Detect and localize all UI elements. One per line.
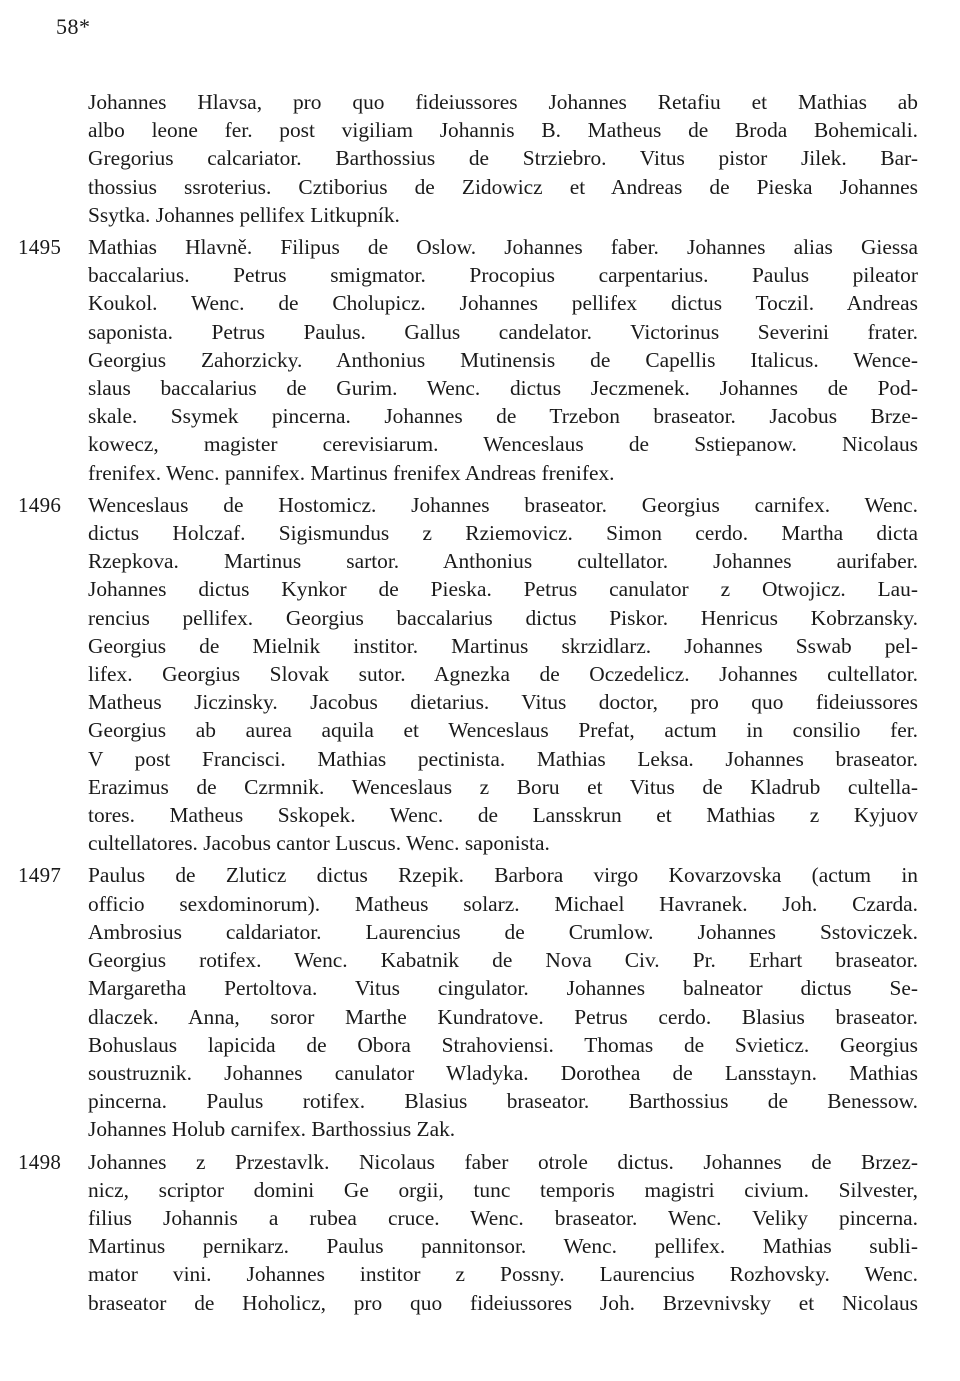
text-line: Matheus Jiczinsky. Jacobus dietarius. Vitus doctor, pro quo fideiussores (88, 690, 918, 715)
text-line: tores. Matheus Sskopek. Wenc. de Lansskrun et Mathias z Kyjuov (88, 803, 918, 828)
entry-1496 (0, 491, 960, 858)
text-line: Bohuslaus lapicida de Obora Strahoviensi. Thomas de Svieticz. Georgius (88, 1032, 918, 1057)
text-line: saponista. Petrus Paulus. Gallus candelator. Victorinus Severini frater. (88, 319, 918, 344)
text-line: officio sexdominorum). Matheus solarz. Michael Havranek. Joh. Czarda. (88, 891, 918, 916)
text-line: rencius pellifex. Georgius baccalarius dictus Piskor. Henricus Kobrzansky. (88, 605, 918, 630)
text-line: lifex. Georgius Slovak sutor. Agnezka de Oczedelicz. Johannes cultellator. (88, 662, 918, 687)
text-line: Margaretha Pertoltova. Vitus cingulator. Johannes balneator dictus Se- (88, 976, 918, 1001)
year-label: 1496 (18, 492, 62, 517)
text-line: baccalarius. Petrus smigmator. Procopius carpentarius. Paulus pileator (88, 263, 918, 288)
text-line: Erazimus de Czrmnik. Wenceslaus z Boru et Vitus de Kladrub cultella- (88, 774, 918, 799)
text-line: filius Johannis a rubea cruce. Wenc. braseator. Wenc. Veliky pincerna. (88, 1205, 918, 1230)
text-line: thossius ssroterius. Cztiborius de Zidowicz et Andreas de Pieska Johannes (88, 174, 918, 199)
text-line: dlaczek. Anna, soror Marthe Kundratove. Petrus cerdo. Blasius braseator. (88, 1004, 918, 1029)
text-line: pincerna. Paulus rotifex. Blasius braseator. Barthossius de Benessow. (88, 1089, 918, 1114)
text-line: Gregorius calcariator. Barthossius de Strziebro. Vitus pistor Jilek. Bar- (88, 146, 918, 171)
year-label: 1495 (18, 235, 62, 260)
text-line: skale. Ssymek pincerna. Johannes de Trzebon braseator. Jacobus Brze- (88, 404, 918, 429)
entry-1497 (0, 861, 960, 1143)
text-line: dictus Holczaf. Sigismundus z Rziemovicz. Simon cerdo. Martha dicta (88, 521, 918, 546)
text-line: Georgius de Mielnik institor. Martinus skrzidlarz. Johannes Sswab pel- (88, 633, 918, 658)
text-line: Johannes z Przestavlk. Nicolaus faber otrole dictus. Johannes de Brzez- (88, 1149, 918, 1174)
text-line: Georgius Zahorzicky. Anthonius Mutinensis de Capellis Italicus. Wence- (88, 347, 918, 372)
text-line: Johannes Holub carnifex. Barthossius Zak. (88, 1117, 456, 1142)
text-line: Johannes dictus Kynkor de Pieska. Petrus canulator z Otwojicz. Lau- (88, 577, 918, 602)
text-line: Koukol. Wenc. de Cholupicz. Johannes pellifex dictus Toczil. Andreas (88, 291, 918, 316)
entry-1498 (0, 1148, 960, 1317)
text-line: Ssytka. Johannes pellifex Litkupník. (88, 202, 400, 227)
text-line: Mathias Hlavně. Filipus de Oslow. Johannes faber. Johannes alias Giessa (88, 235, 918, 260)
text-line: Wenceslaus de Hostomicz. Johannes braseator. Georgius carnifex. Wenc. (88, 492, 918, 517)
text-line: cultellatores. Jacobus cantor Luscus. Wenc. saponista. (88, 831, 550, 856)
text-line: Martinus pernikarz. Paulus pannitonsor. Wenc. pellifex. Mathias subli- (88, 1234, 918, 1259)
text-line: kowecz, magister cerevisiarum. Wenceslaus de Sstiepanow. Nicolaus (88, 432, 918, 457)
text-line: slaus baccalarius de Gurim. Wenc. dictus Jeczmenek. Johannes de Pod- (88, 376, 918, 401)
entry-continuation (0, 88, 960, 229)
page-number: 58* (56, 14, 91, 39)
text-line: mator vini. Johannes institor z Possny. Laurencius Rozhovsky. Wenc. (88, 1262, 918, 1287)
text-line: Johannes Hlavsa, pro quo fideiussores Johannes Retafiu et Mathias ab (88, 90, 918, 114)
text-line: Georgius ab aurea aquila et Wenceslaus Prefat, actum in consilio fer. (88, 718, 918, 743)
text-line: Rzepkova. Martinus sartor. Anthonius cultellator. Johannes aurifaber. (88, 549, 918, 574)
text-line: braseator de Hoholicz, pro quo fideiussores Joh. Brzevnivsky et Nicolaus (88, 1290, 918, 1315)
text-line: Ambrosius caldariator. Laurencius de Crumlow. Johannes Sstoviczek. (88, 919, 918, 944)
text-line: nicz, scriptor domini Ge orgii, tunc temporis magistri civium. Silvester, (88, 1177, 918, 1202)
year-label: 1497 (18, 863, 62, 888)
text-line: V post Francisci. Mathias pectinista. Mathias Leksa. Johannes braseator. (88, 746, 918, 771)
text-line: Paulus de Zluticz dictus Rzepik. Barbora virgo Kovarzovska (actum in (88, 863, 918, 888)
text-line: Georgius rotifex. Wenc. Kabatnik de Nova Civ. Pr. Erhart braseator. (88, 948, 918, 973)
text-line: soustruznik. Johannes canulator Wladyka. Dorothea de Lansstayn. Mathias (88, 1060, 918, 1085)
register-entries (0, 88, 960, 1321)
entry-1495 (0, 233, 960, 487)
text-line: frenifex. Wenc. pannifex. Martinus frenifex Andreas frenifex. (88, 460, 615, 485)
text-line: albo leone fer. post vigiliam Johannis B. Matheus de Broda Bohemicali. (88, 118, 918, 143)
year-label: 1498 (18, 1149, 62, 1174)
